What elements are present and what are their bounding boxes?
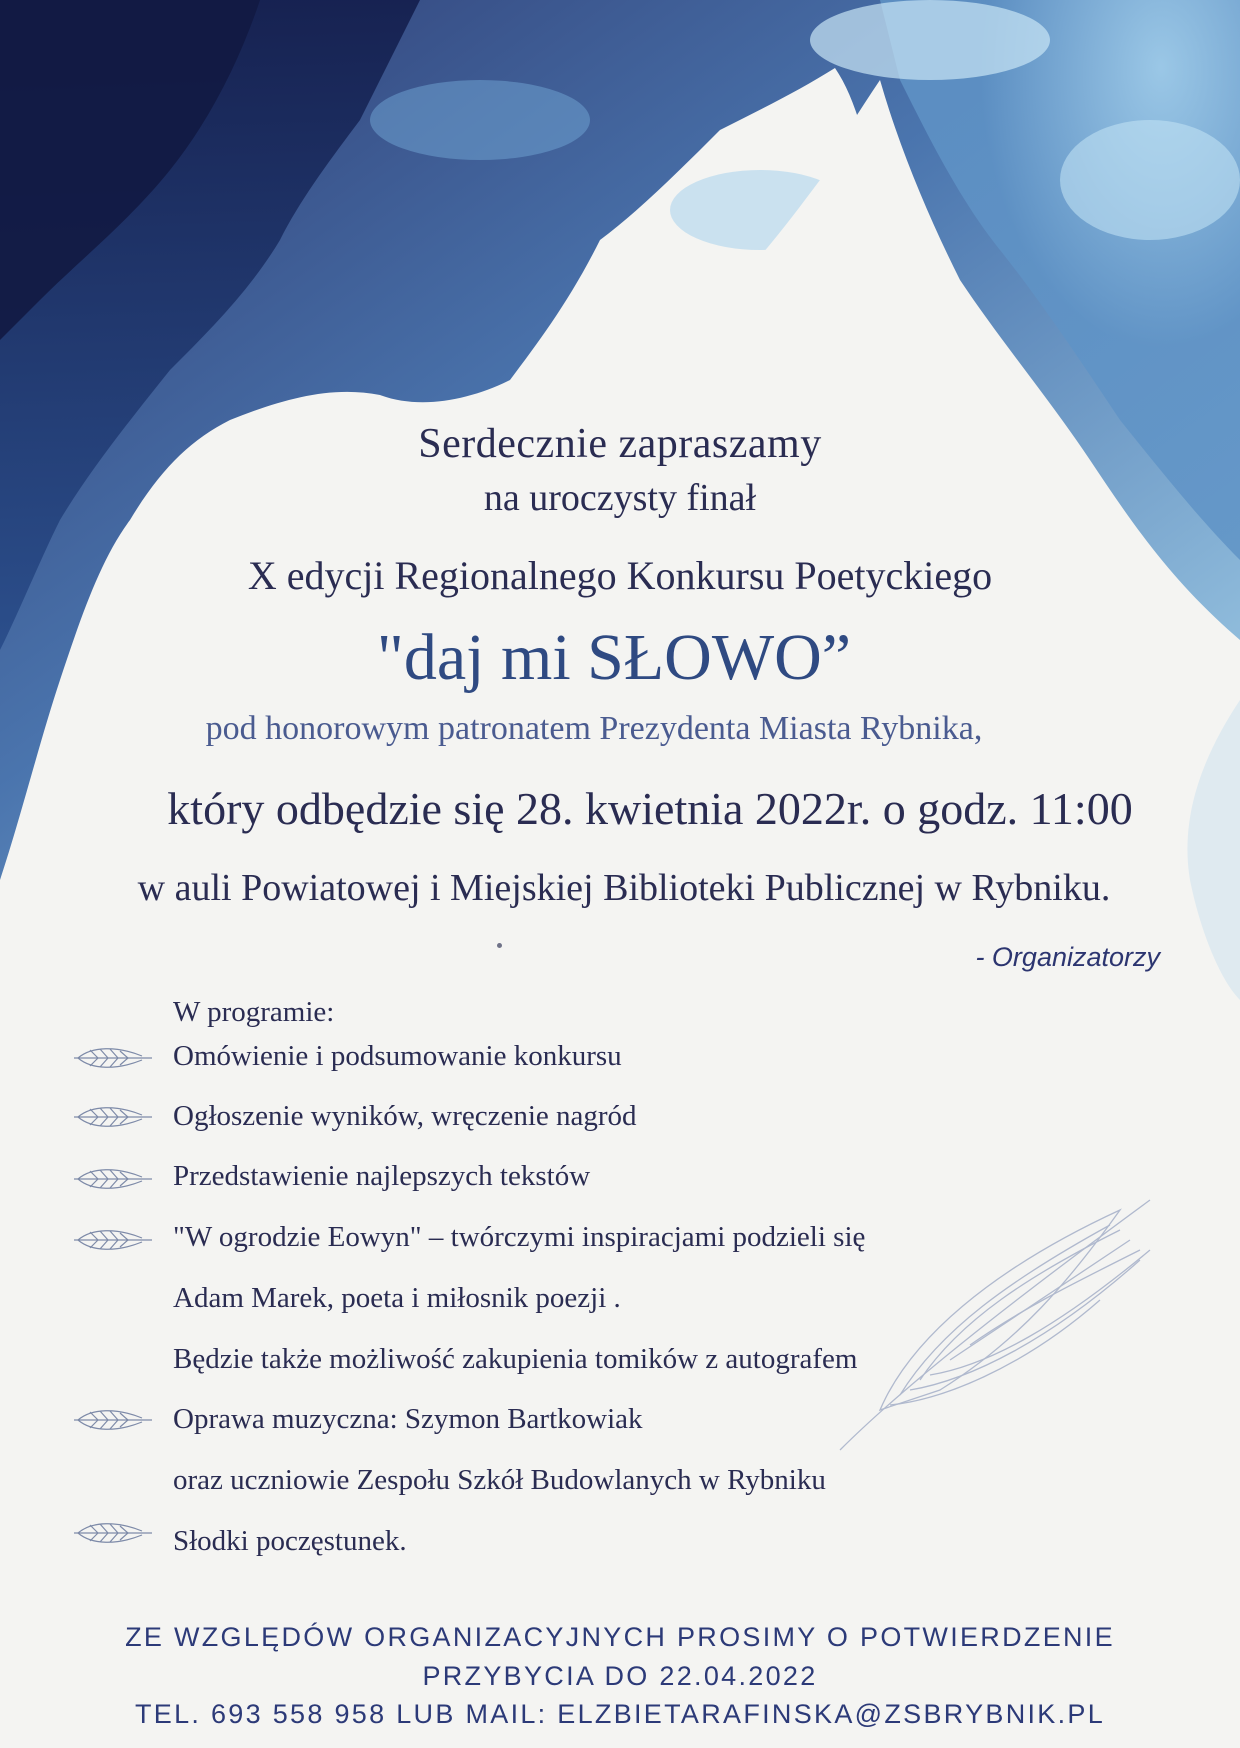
feather-bullet-icon [72,1225,154,1255]
program-item: Będzie także możliwość zakupienia tomików z autografem [173,1343,858,1375]
invite-greeting: Serdecznie zapraszamy [418,421,822,467]
program-item: oraz uczniowie Zespołu Szkół Budowlanych w Rybniku [173,1464,826,1496]
feather-bullet-icon [72,1405,154,1435]
feather-bullet-icon [72,1102,154,1132]
feather-bullet-icon [72,1043,154,1073]
rsvp-notice: ZE WZGLĘDÓW ORGANIZACYJNYCH PROSIMY O POTWIERDZENIE [125,1622,1115,1652]
rsvp-contact: TEL. 693 558 958 LUB MAIL: ELZBIETARAFINSKA@ZSBRYBNIK.PL [134,1699,1106,1729]
signature: - Organizatorzy [975,942,1160,972]
program-item: "W ogrodzie Eowyn" – twórczymi inspiracjami podzieli się [173,1221,866,1253]
decorative-dot [497,943,502,948]
contest-title: "daj mi SŁOWO” [376,621,852,694]
contest-name: X edycji Regionalnego Konkursu Poetyckiego [247,553,993,598]
program-item: Słodki poczęstunek. [173,1525,407,1557]
place-line: w auli Powiatowej i Miejskiej Biblioteki Publicznej w Rybniku. [137,867,1111,909]
program-item: Oprawa muzyczna: Szymon Bartkowiak [173,1403,643,1435]
program-heading: W programie: [173,996,335,1028]
patronage-line: pod honorowym patronatem Prezydenta Miasta Rybnika, [205,710,983,747]
date-line: który odbędzie się 28. kwietnia 2022r. o godz. 11:00 [167,783,1133,834]
program-item: Ogłoszenie wyników, wręczenie nagród [173,1100,637,1132]
program-item: Przedstawienie najlepszych tekstów [173,1160,591,1192]
feather-bullet-icon [72,1164,154,1194]
feather-bullet-icon [72,1518,154,1548]
rsvp-deadline: PRZYBYCIA DO 22.04.2022 [422,1661,818,1691]
invite-subline: na uroczysty finał [483,477,757,519]
program-item: Adam Marek, poeta i miłosnik poezji . [173,1282,621,1314]
program-item: Omówienie i podsumowanie konkursu [173,1040,622,1072]
